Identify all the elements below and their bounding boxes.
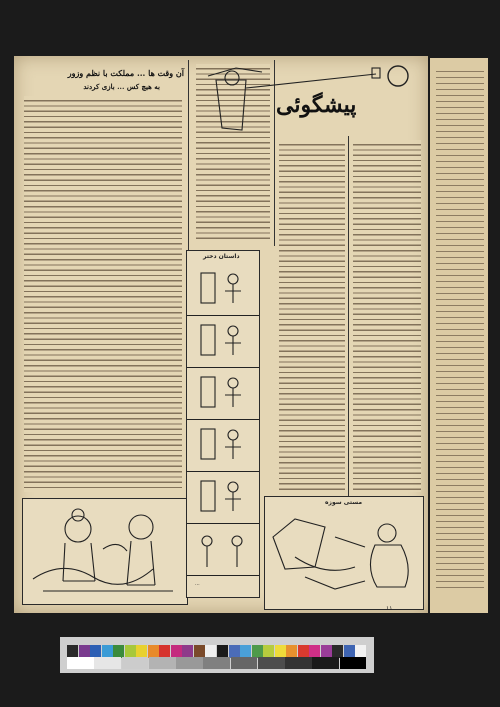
main-title: پیشگوئی [276, 92, 357, 118]
left-column-headline: آن وقت ها ... مملکت با نظم وزور [67, 68, 184, 78]
gray-swatch [94, 657, 121, 669]
gray-swatch [122, 657, 149, 669]
comic-strip-caption: ... [195, 581, 200, 587]
gray-swatch [176, 657, 203, 669]
gray-swatch [258, 657, 285, 669]
facing-page-edge [430, 58, 488, 613]
gray-swatch [285, 657, 312, 669]
cartoon-caption: مستی سوزه [325, 499, 363, 506]
left-column-subhead: به هیچ کس ... بازی کردند [83, 82, 160, 91]
gray-swatch [203, 657, 230, 669]
left-article-column [20, 60, 189, 498]
comic-strip-title: داستان دختر [203, 253, 240, 260]
gray-swatch [67, 657, 94, 669]
left-article-body [24, 96, 182, 492]
right-article-body [279, 140, 345, 492]
far-right-article-body [353, 140, 421, 492]
gray-swatch [149, 657, 176, 669]
comic-drawings [187, 251, 259, 597]
color-calibration-strip [60, 637, 374, 673]
right-cartoon-box [264, 496, 424, 610]
right-article-column [276, 136, 349, 496]
right-cartoon-drawing [265, 497, 423, 609]
facing-page-text [436, 66, 484, 593]
gray-swatch [312, 657, 339, 669]
newspaper-page [14, 56, 428, 613]
gray-swatch [231, 657, 258, 669]
gray-swatch [340, 657, 367, 669]
comic-strip [186, 250, 260, 598]
left-cartoon-drawing [23, 499, 187, 604]
left-cartoon-box [22, 498, 188, 605]
header-area [196, 58, 426, 134]
page-number: ۱۱ [386, 605, 393, 612]
far-right-article-column [350, 136, 424, 496]
